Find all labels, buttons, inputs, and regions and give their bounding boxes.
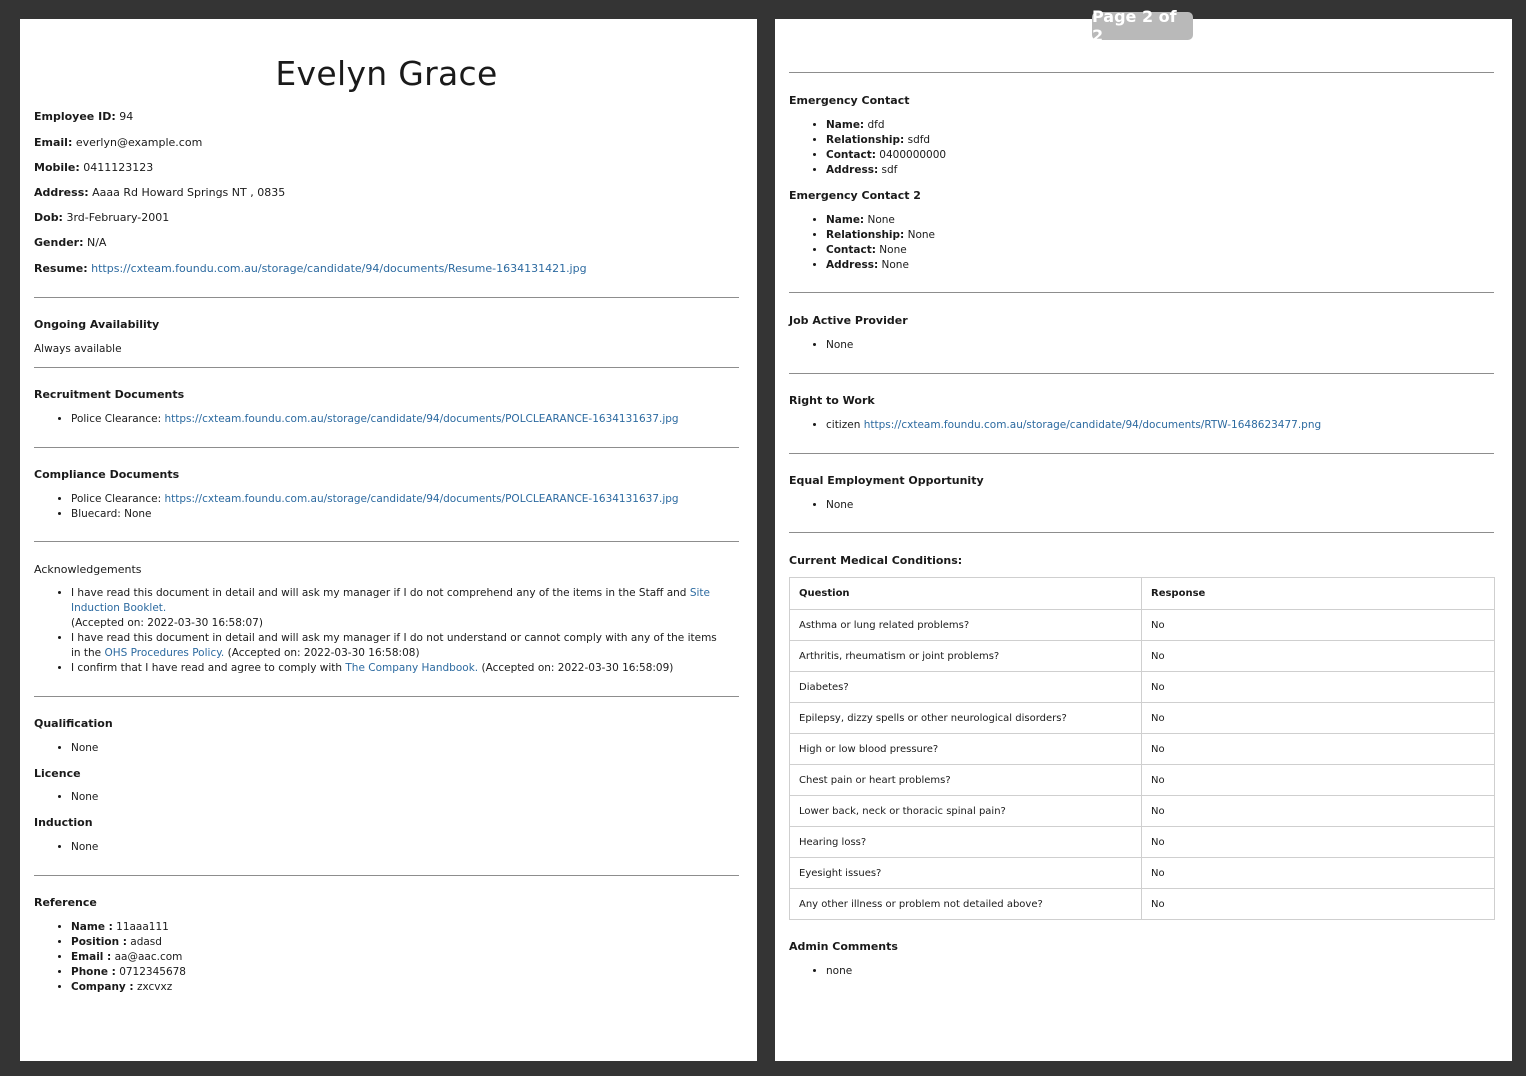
field-label: Gender: — [34, 236, 84, 249]
list-item: • Phone : 0712345678 — [71, 965, 739, 980]
field-value: N/A — [86, 236, 107, 249]
table-row: Lower back, neck or thoracic spinal pain? No — [790, 796, 1495, 827]
list-item: • Name: dfd — [826, 118, 1494, 133]
field-label: Resume: — [34, 262, 88, 275]
table-row: Asthma or lung related problems? No — [790, 610, 1495, 641]
eeo-heading: Equal Employment Opportunity — [789, 474, 984, 487]
company-handbook-link[interactable]: The Company Handbook. — [345, 662, 479, 674]
list-item: • Relationship: sdfd — [826, 133, 1494, 148]
admin-comments-list — [789, 964, 1494, 979]
job-active-provider-heading: Job Active Provider — [789, 314, 908, 327]
list-item — [71, 507, 739, 522]
address-field — [34, 185, 739, 200]
ack-accepted: (Accepted on: 2022-03-30 16:58:08) — [227, 647, 420, 659]
emergency-contact-list — [789, 118, 1494, 178]
employee-name-title: Evelyn Grace — [275, 54, 498, 93]
list-item: • none — [826, 964, 1494, 979]
ohs-procedures-policy-link[interactable]: OHS Procedures Policy. — [104, 647, 225, 659]
field-label: Employee ID: — [34, 110, 116, 123]
ack-accepted: (Accepted on: 2022-03-30 16:58:09) — [481, 662, 674, 674]
list-item: • Relationship: None — [826, 228, 1494, 243]
list-item — [71, 412, 739, 427]
list-item: • Name : 11aaa111 — [71, 920, 739, 935]
field-label: Dob: — [34, 211, 63, 224]
list-item: • None — [826, 498, 1494, 513]
list-item: • None — [826, 338, 1494, 353]
list-item: • None — [71, 790, 739, 805]
response-column-header: Response — [1142, 578, 1495, 610]
ack-accepted: (Accepted on: 2022-03-30 16:58:07) — [71, 617, 263, 629]
page-indicator-badge: Page 2 of 2 — [1092, 12, 1193, 40]
dob-field — [34, 210, 739, 225]
induction-heading: Induction — [34, 816, 93, 829]
right-to-work-link[interactable]: https://cxteam.foundu.com.au/storage/candidate/94/documents/RTW-1648623477.png — [863, 419, 1322, 431]
emergency-contact-2-list — [789, 213, 1494, 273]
table-row: Epilepsy, dizzy spells or other neurological disorders? No — [790, 703, 1495, 734]
acknowledgements-heading: Acknowledgements — [34, 563, 142, 576]
availability-value: Always available — [34, 343, 122, 355]
eeo-list — [789, 498, 1494, 513]
field-label: Mobile: — [34, 161, 80, 174]
recruitment-documents-heading: Recruitment Documents — [34, 388, 185, 401]
licence-list — [34, 790, 739, 805]
document-page-2 — [775, 19, 1512, 1061]
mobile-field — [34, 160, 739, 175]
table-row: Any other illness or problem not detailed above? No — [790, 889, 1495, 920]
resume-link[interactable]: https://cxteam.foundu.com.au/storage/candidate/94/documents/Resume-1634131421.jpg — [91, 262, 587, 275]
field-value: Aaaa Rd Howard Springs NT , 0835 — [92, 186, 286, 199]
list-item: • Name: None — [826, 213, 1494, 228]
list-item: • Company : zxcvxz — [71, 980, 739, 995]
bluecard-value: Bluecard: None — [71, 508, 152, 520]
list-item: • Email : aa@aac.com — [71, 950, 739, 965]
reference-list — [34, 920, 739, 995]
admin-comments-heading: Admin Comments — [789, 940, 898, 953]
field-value: 94 — [119, 110, 134, 123]
field-label: Address: — [34, 186, 89, 199]
qualification-list — [34, 741, 739, 756]
compliance-police-clearance-link[interactable]: https://cxteam.foundu.com.au/storage/candidate/94/documents/POLCLEARANCE-1634131637.jpg — [164, 493, 679, 505]
field-value: everlyn@example.com — [75, 136, 203, 149]
list-item: • Position : adasd — [71, 935, 739, 950]
recruitment-documents-list — [34, 412, 739, 427]
police-clearance-link[interactable]: https://cxteam.foundu.com.au/storage/candidate/94/documents/POLCLEARANCE-1634131637.jpg — [164, 413, 679, 425]
employee-id-field — [34, 109, 739, 124]
table-row: High or low blood pressure? No — [790, 734, 1495, 765]
list-item: • Contact: None — [826, 243, 1494, 258]
question-column-header: Question — [790, 578, 1142, 610]
induction-list — [34, 840, 739, 855]
field-label: Email: — [34, 136, 73, 149]
list-item — [71, 631, 719, 661]
list-item — [71, 492, 739, 507]
table-row: Chest pain or heart problems? No — [790, 765, 1495, 796]
list-item: • Contact: 0400000000 — [826, 148, 1494, 163]
list-item: • Address: None — [826, 258, 1494, 273]
qualification-heading: Qualification — [34, 717, 113, 730]
compliance-documents-list — [34, 492, 739, 522]
resume-field — [34, 261, 739, 276]
availability-heading: Ongoing Availability — [34, 318, 160, 331]
doc-label: Police Clearance: — [71, 413, 162, 425]
email-field — [34, 135, 739, 150]
right-to-work-heading: Right to Work — [789, 394, 875, 407]
ack-text: I confirm that I have read and agree to comply with — [71, 662, 343, 674]
table-row: Hearing loss? No — [790, 827, 1495, 858]
medical-conditions-heading: Current Medical Conditions: — [789, 554, 963, 567]
table-row: Eyesight issues? No — [790, 858, 1495, 889]
list-item: • None — [71, 840, 739, 855]
document-page-1 — [20, 19, 757, 1061]
list-item — [71, 661, 719, 676]
ack-text: I have read this document in detail and will ask my manager if I do not comprehend any of the items in the Staff and — [71, 587, 687, 599]
ack-text: I have read this document in detail and will ask my manager if I do not understand or cannot comply with any of the items in the — [71, 632, 717, 659]
compliance-documents-heading: Compliance Documents — [34, 468, 180, 481]
table-row: Arthritis, rheumatism or joint problems? No — [790, 641, 1495, 672]
licence-heading: Licence — [34, 767, 81, 780]
site-induction-booklet-link[interactable]: Site Induction Booklet. — [71, 587, 710, 614]
list-item: • citizen https://cxteam.foundu.com.au/storage/candidate/94/documents/RTW-1648623477.png — [826, 418, 1494, 433]
table-row: Diabetes? No — [790, 672, 1495, 703]
emergency-contact-2-heading: Emergency Contact 2 — [789, 189, 921, 202]
job-active-provider-list — [789, 338, 1494, 353]
right-to-work-list — [789, 418, 1494, 433]
table-header-row — [790, 578, 1495, 610]
acknowledgements-list — [34, 586, 739, 676]
field-value: 0411123123 — [83, 161, 154, 174]
medical-conditions-table — [789, 577, 1495, 920]
list-item — [71, 586, 719, 631]
list-item: • Address: sdf — [826, 163, 1494, 178]
gender-field — [34, 235, 739, 250]
list-item: • None — [71, 741, 739, 756]
reference-heading: Reference — [34, 896, 97, 909]
emergency-contact-heading: Emergency Contact — [789, 94, 910, 107]
doc-label: Police Clearance: — [71, 493, 162, 505]
field-value: 3rd-February-2001 — [66, 211, 170, 224]
